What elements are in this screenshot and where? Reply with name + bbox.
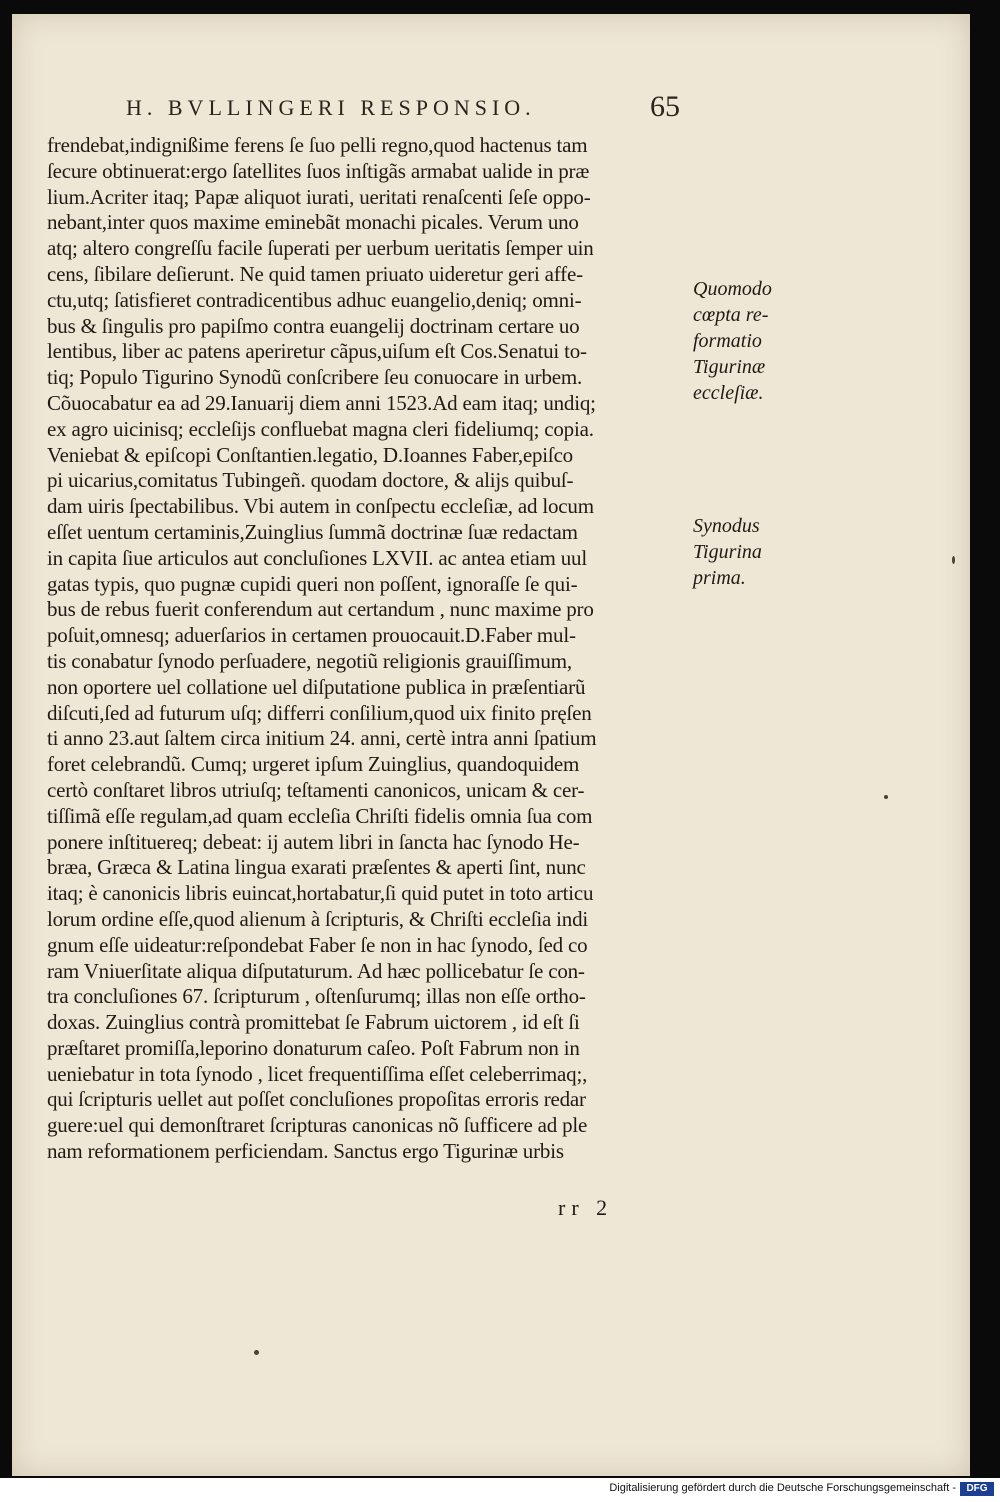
text-line: foret celebrandũ. Cumq; urgeret ipſum Zuinglius, quandoquidem bbox=[47, 752, 580, 777]
margin-note-line: Synodus bbox=[693, 515, 760, 537]
text-line: atq; altero congreſſu facile ſuperati per uerbum ueritatis ſemper uin bbox=[47, 236, 594, 261]
margin-note-line: prima. bbox=[693, 567, 746, 589]
text-line: lentibus, liber ac patens aperiretur cãpus,uiſum eſt Cos.Senatui to- bbox=[47, 339, 587, 364]
text-line: ram Vniuerſitate aliqua diſputaturum. Ad hæc pollicebatur ſe con- bbox=[47, 958, 585, 983]
ink-speck bbox=[254, 1350, 259, 1355]
text-line: non oportere uel collatione uel diſputatione publica in præſentiarũ bbox=[47, 674, 586, 699]
text-line: bus de rebus fuerit conferendum aut certandum , nunc maxime pro bbox=[47, 597, 594, 622]
text-line: ctu,utq; ſatisfieret contradicentibus adhuc euangelio,deniq; omni- bbox=[47, 287, 582, 312]
text-line: tis conabatur ſynodo perſuadere, negotiũ religionis grauiſſimum, bbox=[47, 648, 572, 673]
text-line: gatas typis, quo pugnæ cupidi queri non poſſent, ignoraſſe ſe qui- bbox=[47, 571, 578, 596]
text-line: guere:uel qui demonſtraret ſcripturas canonicas nõ ſufficere ad ple bbox=[47, 1113, 588, 1138]
ink-speck bbox=[884, 795, 888, 799]
ink-speck bbox=[952, 556, 955, 564]
main-text-block bbox=[47, 133, 697, 1165]
text-line: certò conſtaret libros utriuſq; teſtamenti canonicos, unicam & cer- bbox=[47, 777, 585, 802]
text-line: bus & ſingulis pro papiſmo contra euangelij doctrinam certare uo bbox=[47, 313, 580, 338]
text-line: gnum eſſe uideatur:reſpondebat Faber ſe non in hac ſynodo, ſed co bbox=[47, 932, 588, 957]
text-line: frendebat,indignißime ferens ſe ſuo pelli regno,quod hactenus tam bbox=[47, 133, 588, 157]
margin-note-line: Tigurinæ bbox=[693, 356, 766, 378]
text-line: tra concluſiones 67. ſcripturum , oſtenſurumq; illas non eſſe ortho- bbox=[47, 984, 586, 1009]
signature-mark: rr 2 bbox=[558, 1195, 614, 1220]
text-line: in capita ſiue articulos aut concluſiones LXVII. ac antea etiam uul bbox=[47, 545, 587, 570]
margin-note-line: eccleſiæ. bbox=[693, 382, 764, 404]
text-line: poſuit,omnesq; aduerſarios in certamen prouocauit.D.Faber mul- bbox=[47, 623, 576, 648]
text-line: tiq; Populo Tigurino Synodũ conſcribere ſeu conuocare in urbem. bbox=[47, 365, 583, 390]
margin-note-line: Tigurina bbox=[693, 541, 762, 563]
dfg-logo-icon: DFG bbox=[960, 1482, 994, 1496]
text-line: præſtaret promiſſa,leporino donaturum caſeo. Poſt Fabrum non in bbox=[47, 1035, 580, 1060]
text-line: tiſſimã eſſe regulam,ad quam eccleſia Chriſti fidelis omnia ſua com bbox=[47, 803, 593, 828]
text-line: qui ſcripturis uellet aut poſſet concluſiones propoſitas erroris redar bbox=[47, 1087, 586, 1112]
text-line: ſecure obtinuerat:ergo ſatellites ſuos inſtigãs armabat ualide in præ bbox=[47, 158, 590, 183]
margin-note-quomodo bbox=[693, 276, 803, 406]
text-line: bræa, Græca & Latina lingua exarati præſentes & aperti ſint, nunc bbox=[47, 855, 586, 880]
text-line: pi uicarius,comitatus Tubingeñ. quodam doctore, & alijs quibuſ- bbox=[47, 468, 574, 493]
text-line: lorum ordine eſſe,quod alienum à ſcripturis, & Chriſti eccleſia indi bbox=[47, 906, 589, 931]
margin-note-line: cœpta re- bbox=[693, 304, 769, 326]
footer-credit: Digitalisierung gefördert durch die Deutsche Forschungsgemeinschaft - bbox=[609, 1482, 956, 1494]
running-head: H. BVLLINGERI RESPONSIO. bbox=[126, 95, 536, 120]
text-line: lium.Acriter itaq; Papæ aliquot iurati, ueritati renaſcenti ſeſe oppo- bbox=[47, 184, 591, 209]
margin-note-line: Quomodo bbox=[693, 278, 772, 300]
text-line: ueniebatur in tota ſynodo , licet frequentiſſima eſſet celeberrimaq;, bbox=[47, 1061, 588, 1086]
text-line: Veniebat & epiſcopi Conſtantien.legatio, D.Ioannes Faber,epiſco bbox=[47, 442, 573, 467]
text-line: itaq; è canonicis libris euincat,hortabatur,ſi quid putet in toto articu bbox=[47, 881, 594, 906]
text-line: doxas. Zuinglius contrà promittebat ſe Fabrum uictorem , id eſt ſi bbox=[47, 1010, 580, 1035]
text-line: dam uiris ſpectabilibus. Vbi autem in conſpectu eccleſiæ, ad locum bbox=[47, 494, 594, 519]
margin-note-line: formatio bbox=[693, 330, 762, 352]
text-line: cens, ſibilare deſierunt. Ne quid tamen priuato uideretur geri affe- bbox=[47, 261, 583, 286]
text-line: nam reformationem perficiendam. Sanctus ergo Tigurinæ urbis bbox=[47, 1139, 564, 1164]
text-line: ponere inſtituereq; debeat: ij autem libri in ſancta hac ſynodo He- bbox=[47, 829, 580, 854]
text-line: ex agro uicinisq; eccleſijs confluebat magna cleri fideliumq; copia. bbox=[47, 416, 594, 441]
text-line: Cõuocabatur ea ad 29.Ianuarij diem anni 1523.Ad eam itaq; undiq; bbox=[47, 390, 596, 415]
page-number: 65 bbox=[650, 90, 680, 123]
text-line: diſcuti,ſed ad futurum uſq; differri conſilium,quod uix finito pręſen bbox=[47, 700, 592, 725]
footer-bar bbox=[0, 1478, 1000, 1502]
margin-note-synodus bbox=[693, 513, 803, 591]
text-line: eſſet uentum certaminis,Zuinglius ſummã doctrinæ ſuæ redactam bbox=[47, 519, 578, 544]
text-line: ti anno 23.aut ſaltem circa initium 24. anni, certè intra anni ſpatium bbox=[47, 726, 597, 751]
text-line: nebant,inter quos maxime eminebãt monachi picales. Verum uno bbox=[47, 210, 579, 235]
